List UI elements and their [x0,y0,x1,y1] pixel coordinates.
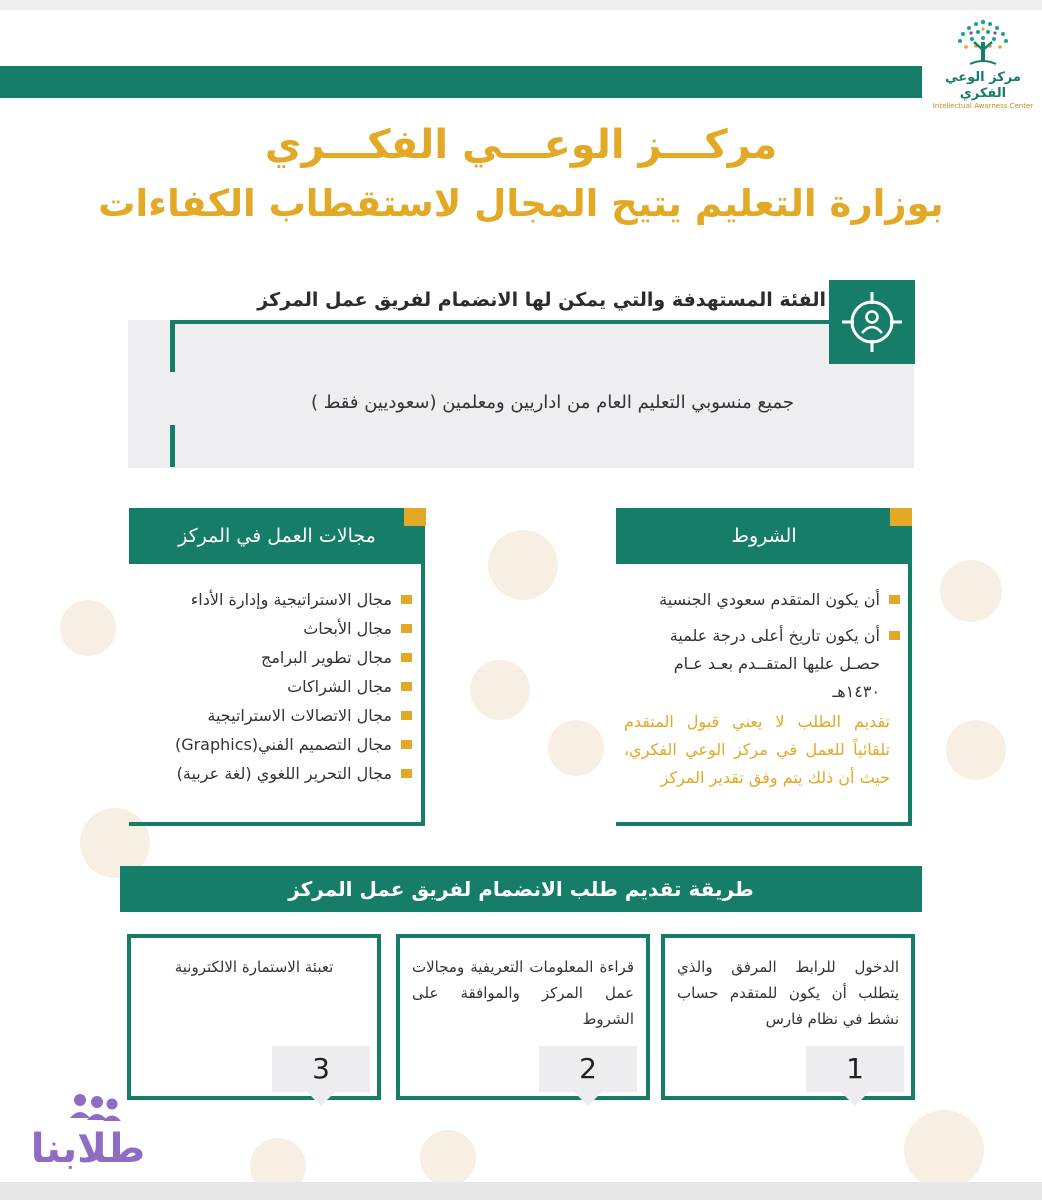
pointer-arrow-icon [307,1092,335,1106]
step-number: 3 [272,1046,370,1092]
conditions-heading: الشروط [616,508,912,564]
step-text: قراءة المعلومات التعريفية ومجالات عمل المركز والموافقة على الشروط [412,958,634,1028]
work-fields-heading: مجالات العمل في المركز [129,508,425,564]
step-text: تعبئة الاستمارة الالكترونية [174,958,334,976]
step-number: 2 [539,1046,637,1092]
step-text: الدخول للرابط المرفق والذي يتطلب أن يكون للمتقدم حساب نشط في نظام فارس [677,958,899,1028]
bullet-icon [401,711,412,720]
list-item: مجال الأبحاث [140,614,412,643]
top-band [0,0,1042,10]
application-method-heading: طريقة تقديم طلب الانضمام لفريق عمل المركز [120,866,922,912]
conditions-list [630,586,900,714]
panel-frame-line [170,320,175,372]
tree-logo-icon [952,18,1014,68]
list-item: مجال التحرير اللغوي (لغة عربية) [140,759,412,788]
pointer-arrow-icon [841,1092,869,1106]
list-item: مجال الشراكات [140,672,412,701]
corner-square-icon [890,508,912,526]
target-user-icon [829,280,915,364]
svg-text:طلابنا: طلابنا [30,1126,146,1170]
page-subtitle: بوزارة التعليم يتيح المجال لاستقطاب الكفاءات [98,182,944,225]
target-group-heading: الفئة المستهدفة والتي يمكن لها الانضمام لفريق عمل المركز [257,289,826,311]
list-item: مجال تطوير البرامج [140,643,412,672]
watermark-logo [22,1090,152,1170]
list-item: مجال التصميم الفني(Graphics) [140,730,412,759]
header-bar [0,66,922,98]
target-group-text: جميع منسوبي التعليم العام من اداريين ومعلمين (سعوديين فقط ) [310,392,794,413]
bullet-icon [401,624,412,633]
list-item: أن يكون تاريخ أعلى درجة علمية حصـل عليها المتقــدم بعـد عـام ١٤٣٠هـ [630,622,900,706]
students-logo-icon [22,1090,152,1170]
list-item: أن يكون المتقدم سعودي الجنسية [630,586,900,614]
panel-frame-line [170,320,832,324]
bullet-icon [401,682,412,691]
corner-square-icon [404,508,426,526]
center-logo [928,18,1038,110]
bullet-icon [889,595,900,604]
panel-frame-line [170,425,175,467]
list-item: مجال الاتصالات الاستراتيجية [140,701,412,730]
logo-english-name: Intellectual Awarness Center [932,102,1034,110]
bullet-icon [401,769,412,778]
conditions-note: تقديم الطلب لا يعني قبول المتقدم تلقائياً للعمل في مركز الوعي الفكري، حيث أن ذلك يتم وفق تقدير المركز [624,712,890,787]
bullet-icon [889,631,900,640]
step-number: 1 [806,1046,904,1092]
logo-arabic-name: مركز الوعي الفكري [945,70,1021,101]
bullet-icon [401,740,412,749]
page-title: مركـــز الوعـــي الفكـــري [264,122,778,168]
bottom-band [0,1182,1042,1200]
pointer-arrow-icon [574,1092,602,1106]
work-fields-list [140,585,412,788]
list-item: مجال الاستراتيجية وإدارة الأداء [140,585,412,614]
bullet-icon [401,595,412,604]
bullet-icon [401,653,412,662]
